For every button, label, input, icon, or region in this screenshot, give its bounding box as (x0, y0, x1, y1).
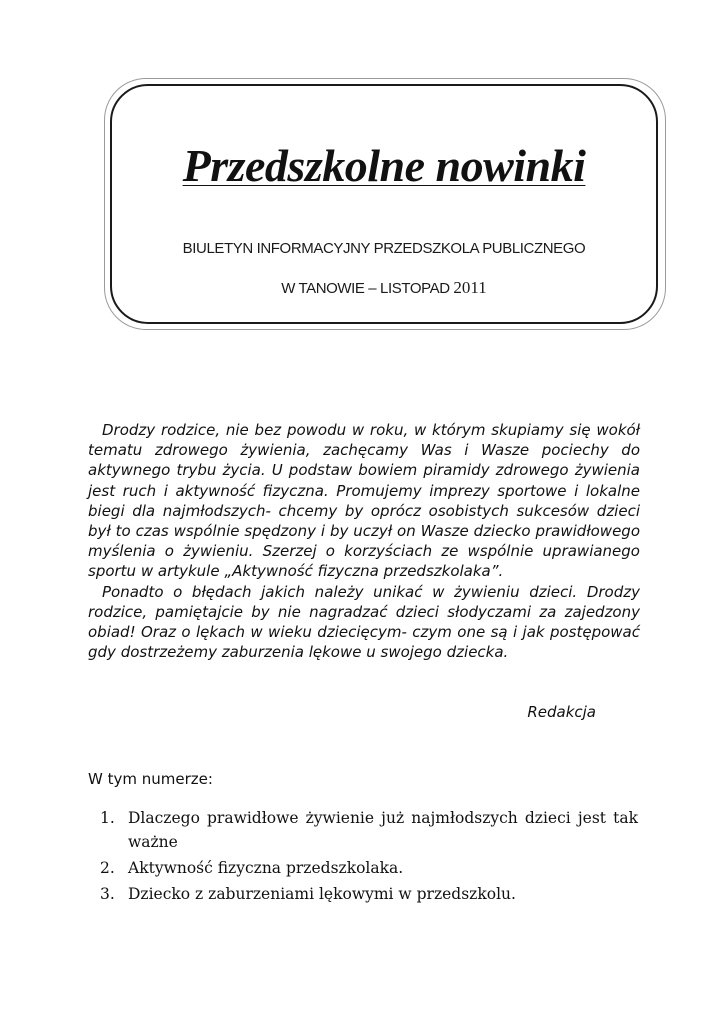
contents-item-text: Dziecko z zaburzeniami lękowymi w przedszkolu. (128, 885, 516, 903)
subtitle-year: 2011 (453, 278, 487, 297)
subtitle-issue-text: W TANOWIE – LISTOPAD (281, 280, 450, 297)
contents-item-number: 1. (100, 809, 115, 827)
editorial-signature: Redakcja (527, 703, 596, 721)
contents-heading: W tym numerze: (88, 770, 213, 788)
contents-item (100, 882, 638, 906)
intro-text (88, 420, 640, 662)
contents-item-number: 2. (100, 859, 115, 877)
contents-item (100, 806, 638, 854)
contents-list (100, 806, 638, 908)
contents-item-text: Dlaczego prawidłowe żywienie już najmłodszych dzieci jest tak ważne (128, 809, 638, 851)
newsletter-title (110, 138, 658, 194)
newsletter-subtitle-line1: BIULETYN INFORMACYJNY PRZEDSZKOLA PUBLICZNEGO (182, 240, 586, 257)
newsletter-title-text: Przedszkolne nowinki (182, 140, 586, 191)
intro-paragraph-2: Ponadto o błędach jakich należy unikać w żywieniu dzieci. Drodzy rodzice, pamiętajcie by nie nagradzać dzieci słodyczami za zajedzony obiad! Oraz o lękach w wieku dziecięcym- czym one są i jak postępować gdy dostrzeżemy zaburzenia lękowe u swojego dziecka. (88, 582, 640, 662)
contents-item (100, 856, 638, 880)
contents-item-number: 3. (100, 885, 115, 903)
intro-paragraph-1: Drodzy rodzice, nie bez powodu w roku, w którym skupiamy się wokół tematu zdrowego żywienia, zachęcamy Was i Wasze pociechy do aktywnego trybu życia. U podstaw bowiem piramidy zdrowego żywienia jest ruch i aktywność fizyczna. Promujemy imprezy sportowe i lokalne biegi dla najmłodszych- chcemy by oprócz osobistych sukcesów dzieci był to czas wspólnie spędzony i by uczył on Wasze dziecko prawidłowego myślenia o żywieniu. Szerzej o korzyściach ze wspólnie uprawianego sportu w artykule „Aktywność fizyczna przedszkolaka”. (88, 421, 640, 581)
newsletter-subtitle-line2 (110, 278, 658, 298)
contents-item-text: Aktywność fizyczna przedszkolaka. (128, 859, 404, 877)
